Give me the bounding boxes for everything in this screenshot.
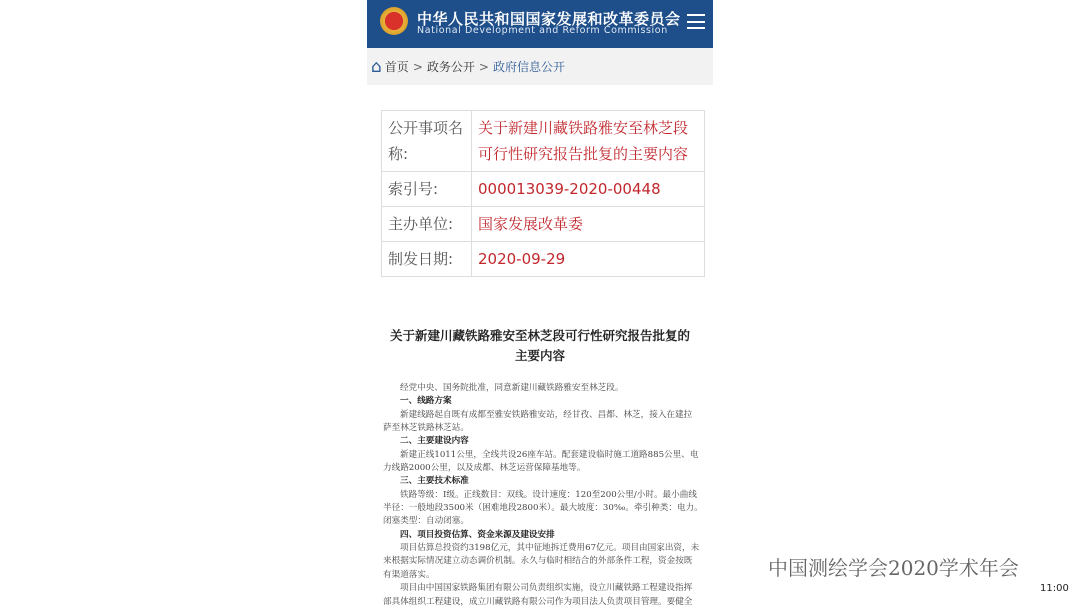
section-heading: 二、主要建设内容 <box>400 436 469 447</box>
table-row <box>382 172 705 207</box>
article-line: 有渠道落实。 <box>383 569 435 580</box>
article-line: 新建线路起自既有成都至雅安铁路雅安站，经甘孜、昌都、林芝，接入在建拉 <box>400 409 693 420</box>
table-row <box>382 242 705 277</box>
row-key: 索引号: <box>382 172 472 207</box>
breadcrumb-home[interactable]: 首页 <box>384 60 409 74</box>
article-line: 萨至林芝铁路林芝站。 <box>383 423 469 434</box>
home-icon[interactable]: ⌂ <box>371 56 382 77</box>
section-heading: 一、线路方案 <box>400 396 452 407</box>
article-title-line: 关于新建川藏铁路雅安至林芝段可行性研究报告批复的 <box>389 328 690 343</box>
row-value: 国家发展改革委 <box>472 207 705 242</box>
national-emblem-icon <box>380 7 408 35</box>
row-key: 制发日期: <box>382 242 472 277</box>
section-heading: 四、项目投资估算、资金来源及建设安排 <box>400 529 555 540</box>
article-line: 来根据实际情况建立动态调价机制。永久与临时相结合的外部条件工程，资金按既 <box>383 556 693 567</box>
article-line: 铁路等级：I级。正线数目：双线。设计速度：120至200公里/小时。最小曲线 <box>400 489 697 500</box>
site-title-en[interactable]: National Development and Reform Commission <box>417 25 668 36</box>
article-line: 闭塞类型：自动闭塞。 <box>383 516 469 527</box>
timestamp: 11:00 <box>1040 583 1069 594</box>
info-table <box>381 110 705 277</box>
breadcrumb-separator: > <box>478 59 489 74</box>
article-line: 项目由中国国家铁路集团有限公司负责组织实施，设立川藏铁路工程建设指挥 <box>400 583 693 594</box>
article-line: 项目估算总投资约3198亿元，其中征地拆迁费用67亿元。项目由国家出资，未 <box>400 543 700 554</box>
site-header <box>367 0 713 48</box>
hamburger-menu-icon[interactable] <box>687 14 705 29</box>
mobile-page <box>367 0 713 607</box>
row-key: 公开事项名称: <box>382 111 472 172</box>
section-heading: 三、主要技术标准 <box>400 476 469 487</box>
article-line: 部具体组织工程建设，成立川藏铁路有限公司作为项目法人负责项目管理。要健全 <box>383 596 693 607</box>
table-row <box>382 111 705 172</box>
article-title <box>367 326 713 366</box>
breadcrumb <box>367 48 713 85</box>
article-title-line: 主要内容 <box>514 348 565 363</box>
row-key: 主办单位: <box>382 207 472 242</box>
row-value: 2020-09-29 <box>472 242 705 277</box>
article-line: 经党中央、国务院批准，同意新建川藏铁路雅安至林芝段。 <box>400 383 624 393</box>
article-body <box>383 382 703 609</box>
site-title-cn[interactable]: 中华人民共和国国家发展和改革委员会 <box>417 10 681 28</box>
watermark: 中国测绘学会2020学术年会 <box>768 556 1019 580</box>
article-line: 新建正线1011公里，全线共设26座车站。配套建设临时施工道路885公里、电 <box>400 449 699 460</box>
breadcrumb-separator: > <box>412 59 423 74</box>
article-line: 力线路2000公里，以及成都、林芝运营保障基地等。 <box>383 463 586 474</box>
row-value: 000013039-2020-00448 <box>472 172 705 207</box>
table-row <box>382 207 705 242</box>
article-line: 半径：一般地段3500米（困难地段2800米）。最大坡度：30‰。牵引种类：电力。 <box>383 503 703 514</box>
breadcrumb-gov-info[interactable]: 政府信息公开 <box>492 60 565 74</box>
breadcrumb-gov-affairs[interactable]: 政务公开 <box>426 60 475 74</box>
row-value: 关于新建川藏铁路雅安至林芝段可行性研究报告批复的主要内容 <box>472 111 705 172</box>
